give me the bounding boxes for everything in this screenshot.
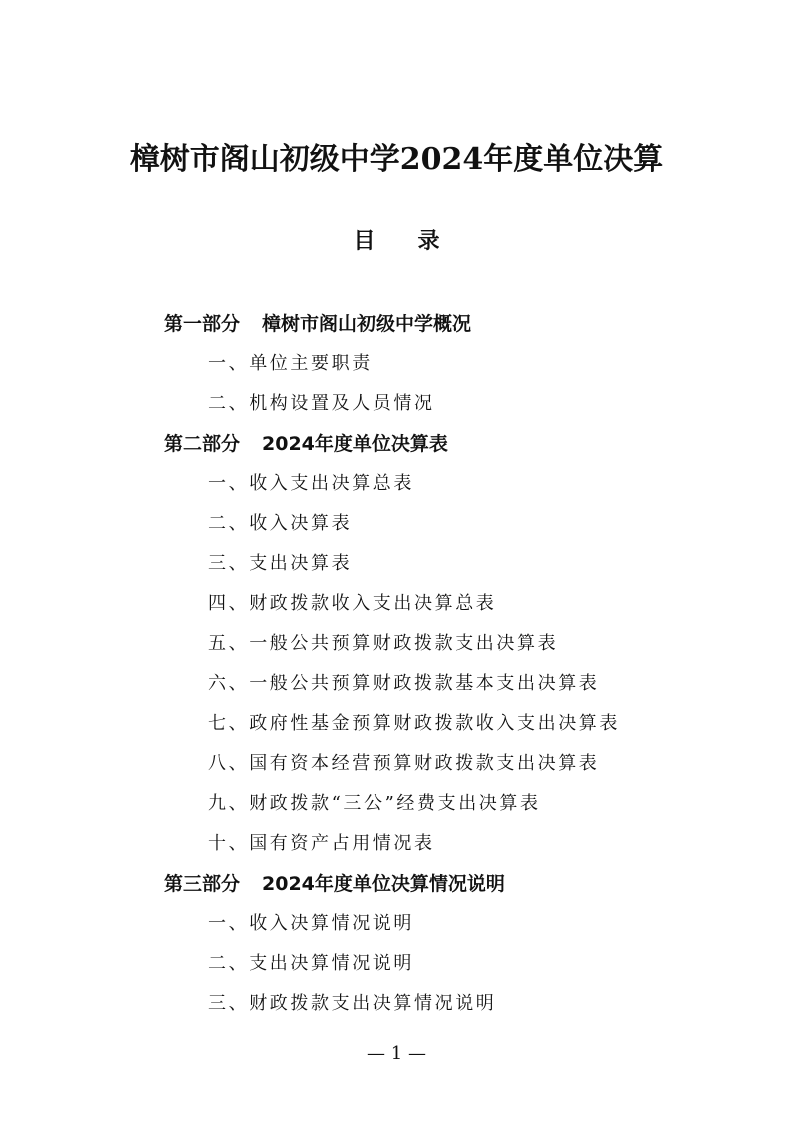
toc-part-2[interactable] bbox=[164, 424, 764, 464]
toc-part-title: 2024年度单位决算表 bbox=[262, 433, 448, 455]
toc-item[interactable]: 一、收入支出决算总表 bbox=[208, 473, 414, 494]
toc-item[interactable]: 九、财政拨款“三公”经费支出决算表 bbox=[208, 793, 541, 814]
toc-heading: 目录 bbox=[353, 229, 482, 254]
toc-item[interactable]: 六、一般公共预算财政拨款基本支出决算表 bbox=[208, 673, 600, 694]
toc-item[interactable]: 五、一般公共预算财政拨款支出决算表 bbox=[208, 633, 559, 654]
toc-item[interactable]: 十、国有资产占用情况表 bbox=[208, 833, 435, 854]
document-title: 樟树市阁山初级中学2024年度单位决算 bbox=[129, 142, 664, 177]
toc-item[interactable]: 三、财政拨款支出决算情况说明 bbox=[208, 993, 497, 1014]
toc-item[interactable]: 一、收入决算情况说明 bbox=[208, 913, 414, 934]
toc-item[interactable]: 三、支出决算表 bbox=[208, 553, 353, 574]
toc-part-label: 第二部分 bbox=[164, 433, 241, 455]
toc-part-3[interactable] bbox=[164, 864, 764, 904]
toc-item[interactable]: 八、国有资本经营预算财政拨款支出决算表 bbox=[208, 753, 600, 774]
toc-item[interactable]: 二、机构设置及人员情况 bbox=[208, 393, 435, 414]
table-of-contents bbox=[164, 304, 764, 1024]
page-number: — 1 — bbox=[367, 1043, 426, 1064]
toc-part-label: 第三部分 bbox=[164, 873, 241, 895]
toc-part-1[interactable] bbox=[164, 304, 764, 344]
toc-item[interactable]: 二、支出决算情况说明 bbox=[208, 953, 414, 974]
toc-item[interactable]: 四、财政拨款收入支出决算总表 bbox=[208, 593, 497, 614]
toc-item[interactable]: 七、政府性基金预算财政拨款收入支出决算表 bbox=[208, 713, 620, 734]
toc-part-title: 樟树市阁山初级中学概况 bbox=[262, 313, 472, 335]
toc-item[interactable]: 一、单位主要职责 bbox=[208, 353, 373, 374]
toc-item[interactable]: 二、收入决算表 bbox=[208, 513, 353, 534]
toc-part-label: 第一部分 bbox=[164, 313, 241, 335]
toc-part-title: 2024年度单位决算情况说明 bbox=[262, 873, 505, 895]
